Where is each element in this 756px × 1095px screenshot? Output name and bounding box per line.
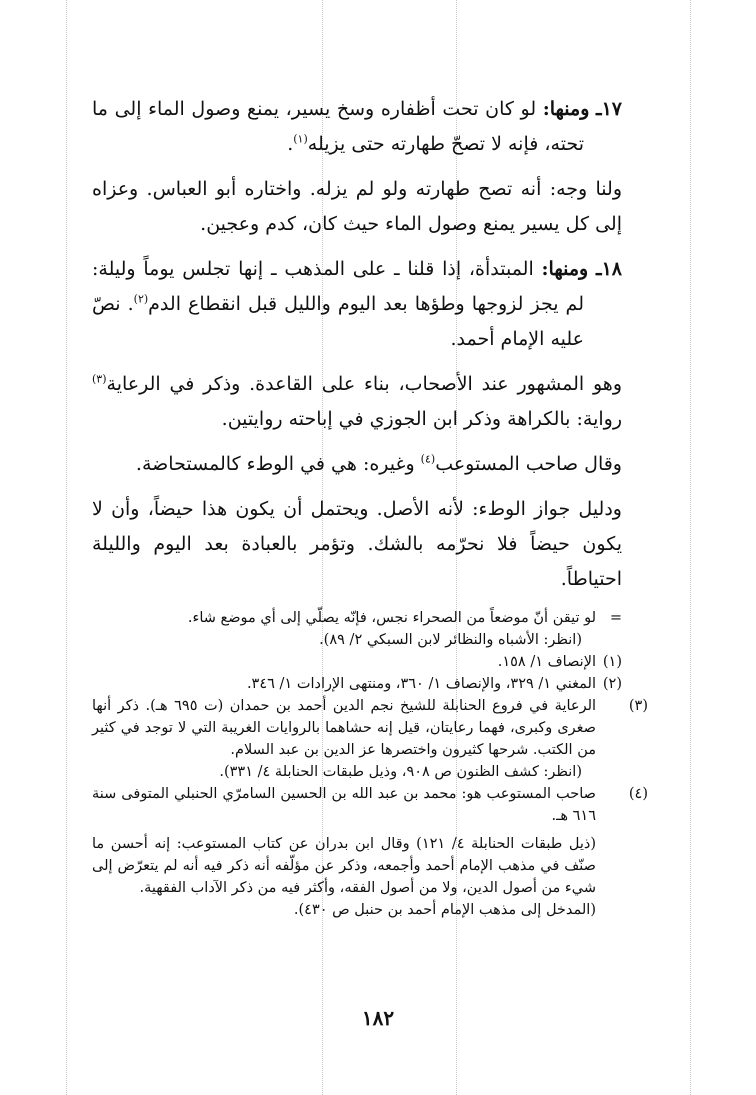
footnote-ref[interactable]: (٤)	[420, 452, 436, 466]
paragraph-18	[92, 252, 622, 357]
footnote-text: الرعاية في فروع الحنابلة للشيخ نجم الدين أحمد بن حمدان (ت ٦٩٥ هـ). ذكر أنها صغرى وكبرى، فهما رعايتان، قيل إنه حشاهما بالروايات الغريبة التي لا توجد في كثير من الكتب. شرحها كثيرون واختصرها عز الدين بن عبد السلام.	[92, 698, 597, 758]
footnote-2	[92, 673, 622, 695]
footnote-4	[92, 783, 648, 827]
paragraph-17	[92, 92, 622, 162]
page-content	[92, 92, 649, 921]
footnote-text: لو تيقن أنّ موضعاً من الصحراء نجس، فإنّه يصلّي إلى أي موضع شاء.	[187, 610, 596, 626]
footnote-mark: (٣)	[628, 698, 649, 714]
paragraph-text: وقال صاحب المستوعب	[435, 453, 622, 475]
paragraph-17b: ولنا وجه: أنه تصح طهارته ولو لم يزله. واختاره أبو العباس. وعزاه إلى كل يسير يمنع وصول الماء حيث كان، كدم وعجين.	[92, 178, 622, 235]
footnote-text: الإنصاف ١/ ١٥٨.	[497, 654, 596, 670]
paragraph-text: المبتدأة، إذا قلنا ـ على المذهب ـ إنها تجلس يوماً وليلة: لم يجز لزوجها وطؤها بعد اليوم والليل قبل انقطاع الدم	[92, 258, 584, 315]
footnotes	[92, 607, 649, 921]
footnote-mark: (١)	[602, 654, 622, 670]
footnote-ref[interactable]: (١)	[293, 132, 308, 146]
footnote-text: صاحب المستوعب هو: محمد بن عبد الله بن الحسين السامرّي الحنبلي المتوفى سنة ٦١٦ هـ.	[92, 786, 596, 824]
paragraph-18b	[92, 367, 622, 437]
footnote-1	[92, 651, 622, 673]
paragraph-text: رواية: بالكراهة وذكر ابن الجوزي في إباحته روايتين.	[221, 408, 622, 430]
footnote-ref[interactable]: (٢)	[133, 292, 149, 306]
footnote-ref[interactable]: (٣)	[92, 372, 107, 386]
footnote-reference: (انظر: الأشباه والنظائر لابن السبكي ٢/ ٨٩).	[319, 632, 582, 648]
paragraph-text: وهو المشهور عند الأصحاب، بناء على القاعدة. وذكر في الرعاية	[106, 373, 622, 395]
paragraph-18c	[92, 447, 622, 482]
footnote-mark: (٢)	[602, 676, 622, 692]
paragraph-text: . نصّ عليه الإمام أحمد.	[92, 293, 584, 350]
footnote-continued	[92, 607, 622, 629]
item-lead: ومنها:	[542, 98, 590, 120]
grid-line	[690, 0, 691, 1095]
item-number: ١٧ـ	[596, 98, 623, 120]
footnote-3	[92, 695, 649, 761]
item-lead: ومنها:	[541, 258, 589, 280]
footnote-reference: (ذيل طبقات الحنابلة ٤/ ١٢١) وقال ابن بدران عن كتاب المستوعب: إنه أحسن ما صنّف في مذهب الإمام أحمد وأجمعه، وذكر عن مؤلّفه أنه ذكر فيه أنه لم يتعرّض إلى شيء من أصول الدين، ولا من أصول الفقه، وأكثر فيه من ذكر الآداب الفقهية.	[92, 836, 596, 896]
footnote-text: المغني ١/ ٣٢٩، والإنصاف ١/ ٣٦٠، ومنتهى الإرادات ١/ ٣٤٦.	[246, 676, 596, 692]
footnote-reference: (انظر: كشف الظنون ص ٩٠٨، وذيل طبقات الحنابلة ٤/ ٣٣١).	[219, 764, 582, 780]
paragraph-text: لو كان تحت أظفاره وسخ يسير، يمنع وصول الماء إلى ما تحته، فإنه لا تصحّ طهارته حتى يزيله	[92, 98, 584, 155]
footnote-reference: (المدخل إلى مذهب الإمام أحمد بن حنبل ص ٤٣٠).	[293, 902, 596, 918]
grid-line	[66, 0, 67, 1095]
item-number: ١٨ـ	[596, 258, 622, 280]
footnote-mark: (٤)	[628, 786, 648, 802]
paragraph-text: وغيره: هي في الوطء كالمستحاضة.	[135, 453, 421, 475]
paragraph-text: .	[287, 133, 294, 155]
page-number: ١٨٢	[361, 1006, 395, 1030]
footnote-mark: =	[609, 610, 622, 626]
paragraph-18d: ودليل جواز الوطء: لأنه الأصل. ويحتمل أن يكون هذا حيضاً، وأن لا يكون حيضاً فلا نحرّمه بالشك. وتؤمر بالعبادة بعد اليوم والليلة احتياطاً.	[92, 498, 622, 590]
